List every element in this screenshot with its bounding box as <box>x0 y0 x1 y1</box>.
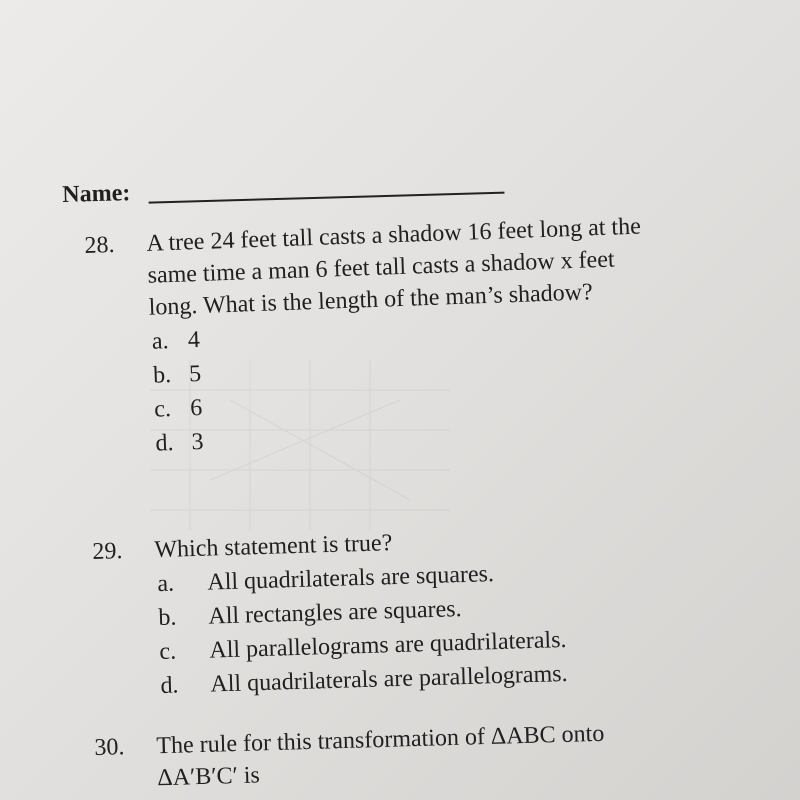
question-line: same time a man 6 feet tall casts a shadow x feet <box>147 246 615 289</box>
option-letter: a. <box>151 328 170 355</box>
name-blank-line[interactable] <box>149 192 505 204</box>
question-line: long. What is the length of the man’s shadow? <box>148 279 594 321</box>
name-row <box>62 180 131 209</box>
answer-options <box>151 324 204 462</box>
answer-options <box>157 556 568 704</box>
option-letter: b. <box>152 362 172 389</box>
option-text: All rectangles are squares. <box>208 596 462 630</box>
option-text: 6 <box>189 394 203 422</box>
option-letter: d. <box>160 672 179 700</box>
option-letter: d. <box>155 430 174 457</box>
option-a[interactable] <box>151 324 200 360</box>
option-letter: a. <box>157 570 175 598</box>
question-line: A tree 24 feet tall casts a shadow 16 feet long at the <box>146 213 642 257</box>
option-text: 3 <box>191 428 204 456</box>
option-c[interactable] <box>154 392 203 428</box>
question-text <box>146 206 789 324</box>
question-line: Which statement is true? <box>154 530 393 564</box>
option-b[interactable] <box>153 358 202 394</box>
question-number: 29. <box>92 538 123 565</box>
question-line: The rule for this transformation of ΔABC onto <box>156 720 605 760</box>
question-number: 30. <box>94 734 125 761</box>
option-letter: c. <box>159 638 177 666</box>
name-label: Name: <box>62 180 131 208</box>
option-text: All quadrilaterals are parallelograms. <box>210 660 568 698</box>
option-letter: b. <box>158 604 177 632</box>
option-text: All parallelograms are quadrilaterals. <box>209 626 567 664</box>
option-text: 4 <box>187 327 201 354</box>
option-d[interactable] <box>155 426 204 462</box>
option-text: 5 <box>188 361 202 388</box>
question-line: ΔA′B′C′ is <box>156 762 261 792</box>
question-number: 28. <box>84 231 115 259</box>
option-letter: c. <box>153 396 172 423</box>
option-text: All quadrilaterals are squares. <box>207 561 495 596</box>
question-text <box>156 712 798 794</box>
